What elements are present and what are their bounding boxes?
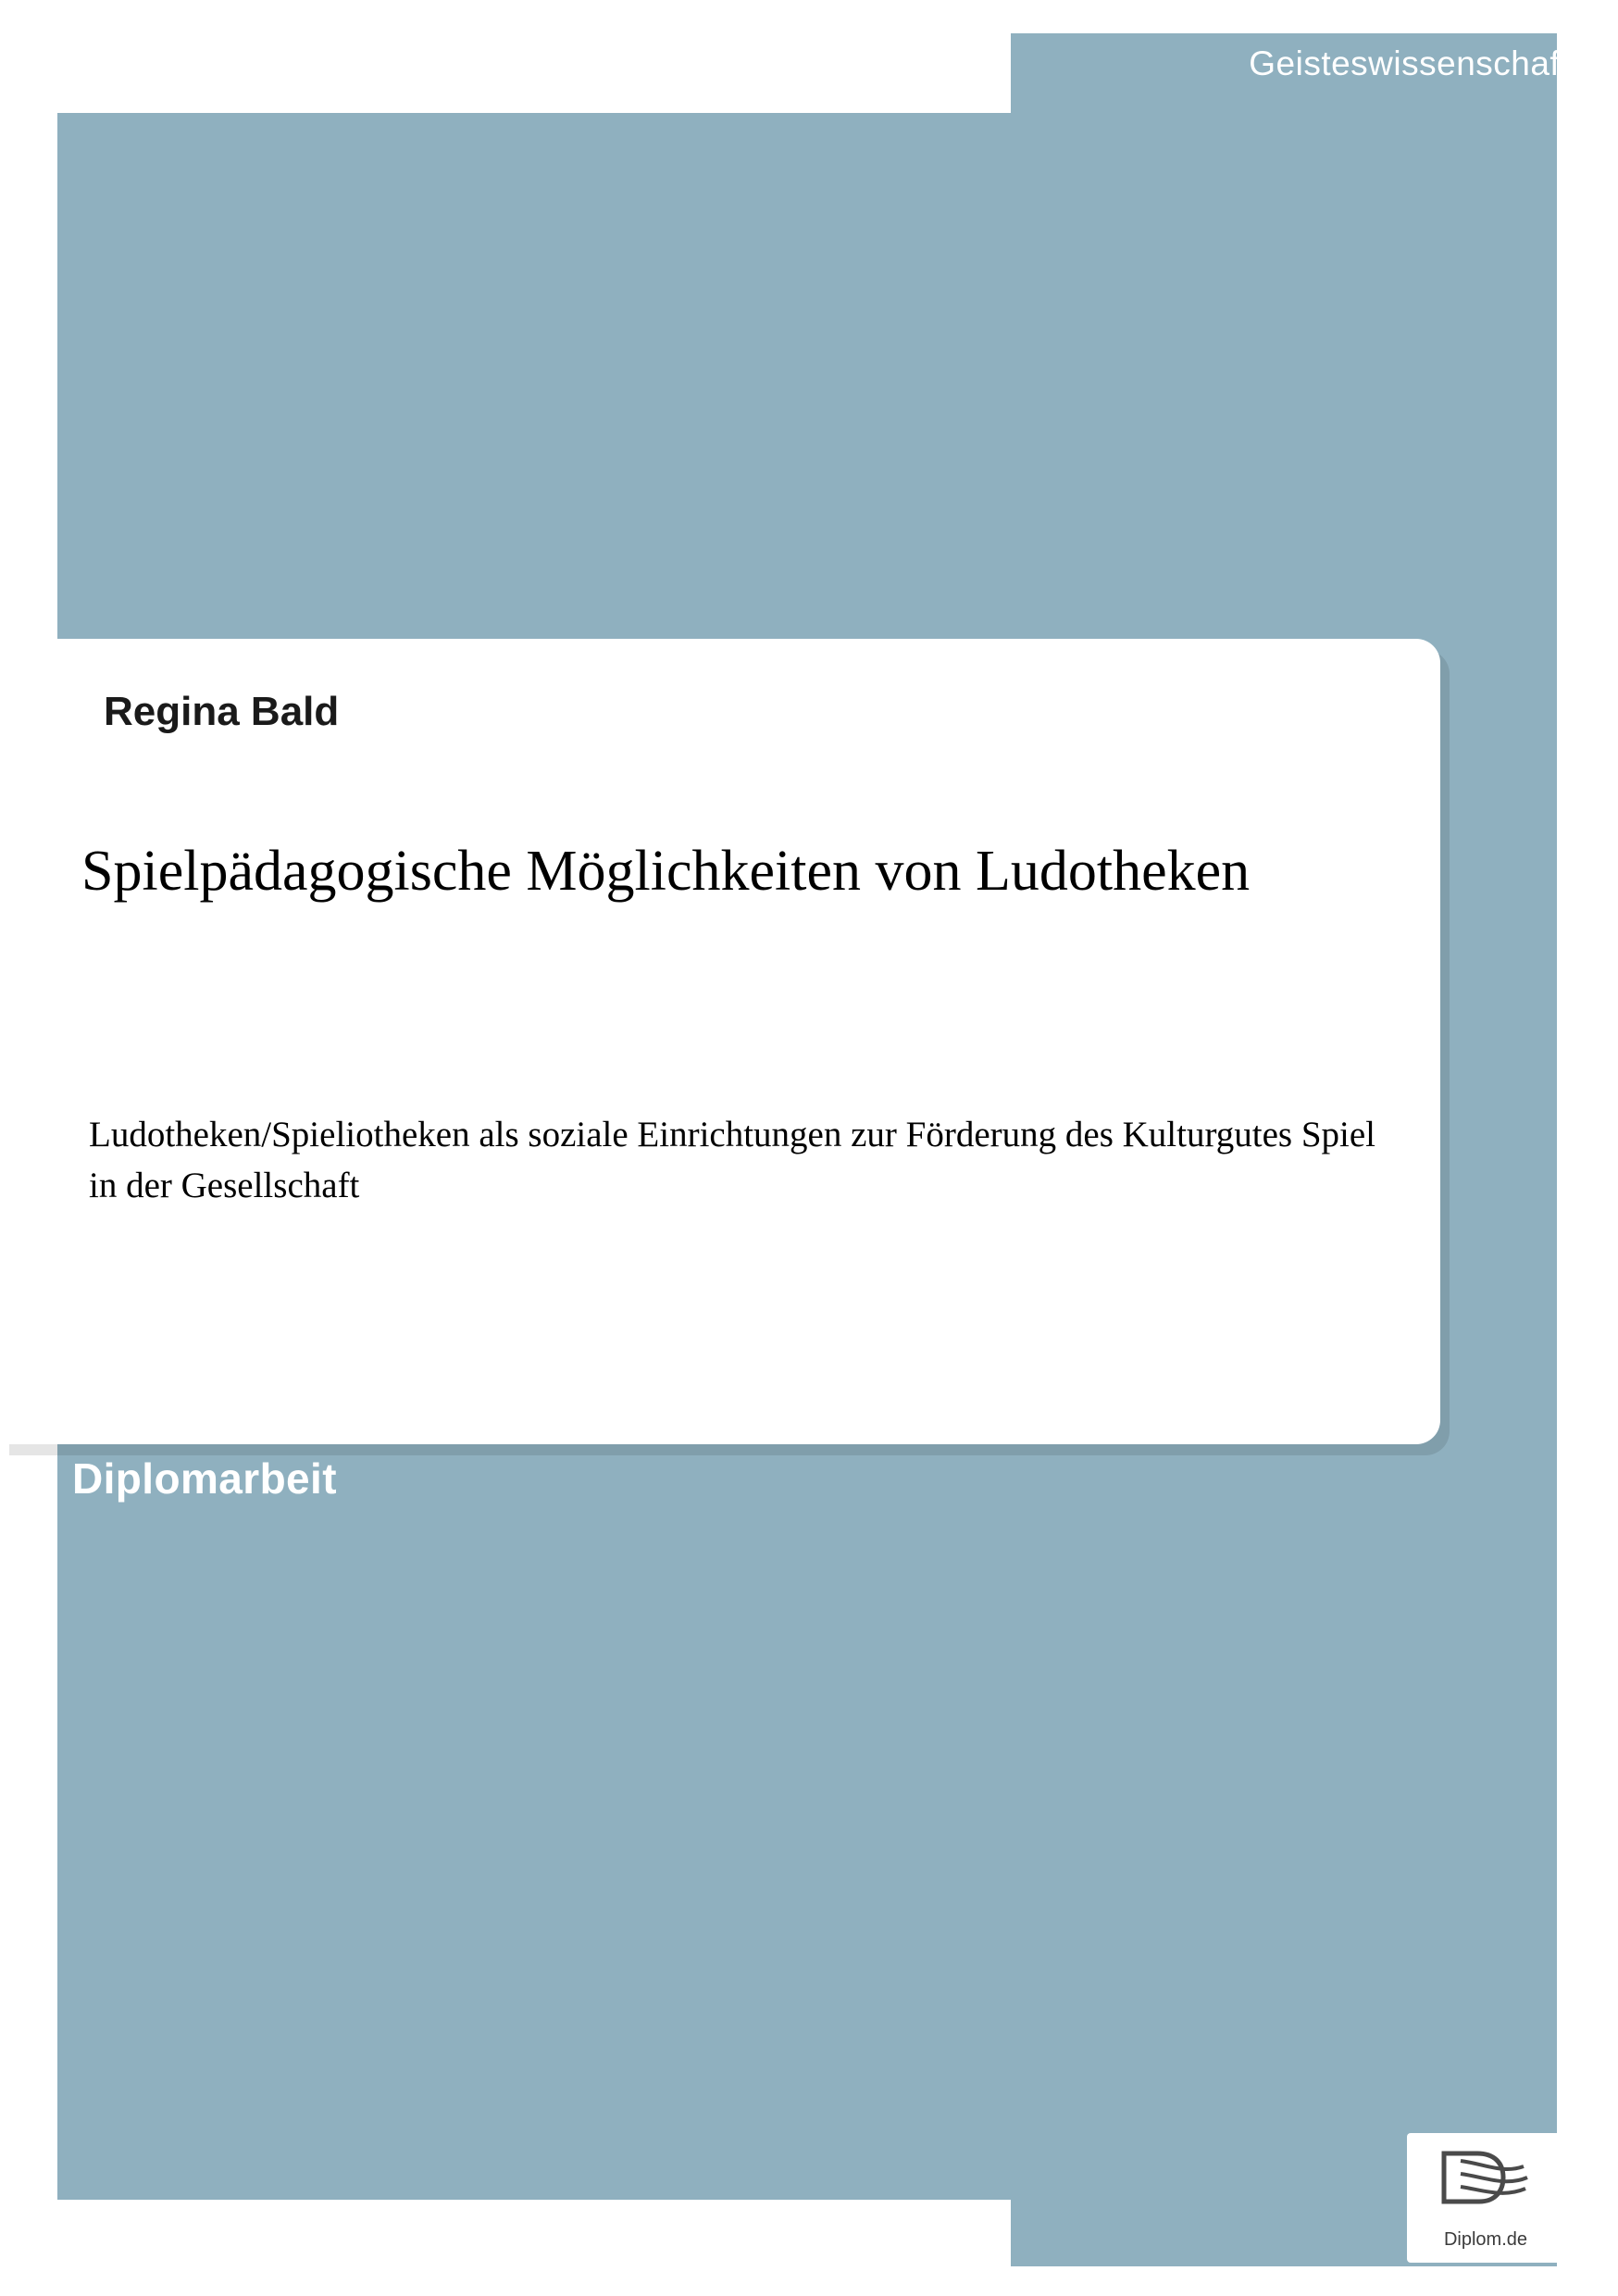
publisher-name: Diplom.de (1443, 2229, 1528, 2250)
cover-bottom-left-notch (57, 2200, 1011, 2266)
author-name: Regina Bald (104, 689, 340, 734)
document-type-label: Diplomarbeit (72, 1454, 337, 1503)
page-title: Spielpädagogische Möglichkeiten von Ludotheken (81, 840, 1251, 903)
title-card (0, 639, 1440, 1444)
publisher-logo (1407, 2133, 1564, 2263)
diplom-logo-icon (1407, 2133, 1564, 2222)
cover-top-left-notch (57, 33, 1011, 113)
category-label: Geisteswissenschaft (1249, 44, 1570, 82)
subtitle: Ludotheken/Spieliotheken als soziale Einrichtungen zur Förderung des Kulturgutes Spiel in der Gesellschaft (89, 1115, 1375, 1206)
